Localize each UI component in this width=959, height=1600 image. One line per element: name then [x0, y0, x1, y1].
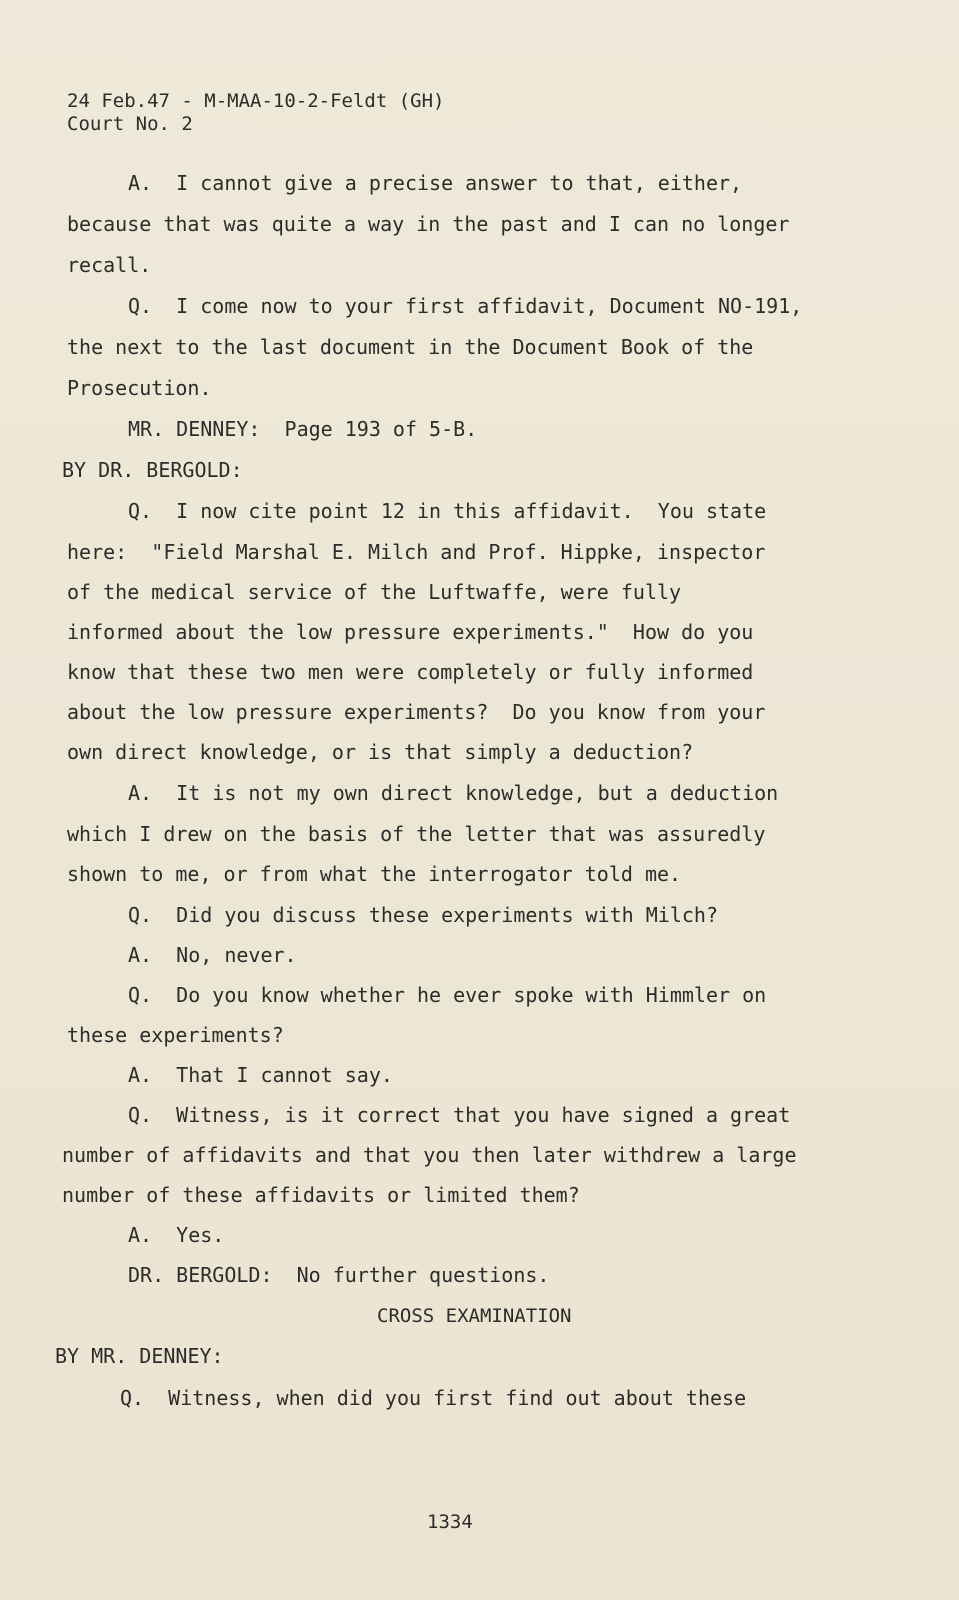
text-line: shown to me, or from what the interrogator told me. [67, 862, 682, 886]
text-line: own direct knowledge, or is that simply a deduction? [67, 740, 694, 764]
header-reference: 24 Feb.47 - M-MAA-10-2-Feldt (GH) [67, 90, 445, 112]
text-line: number of affidavits and that you then later withdrew a large [62, 1143, 797, 1167]
text-line: A. It is not my own direct knowledge, but a deduction [128, 781, 779, 805]
text-line: Q. I now cite point 12 in this affidavit. You state [128, 499, 767, 523]
text-line: Q. I come now to your first affidavit, Document NO-191, [128, 294, 803, 318]
section-label: BY MR. DENNEY: [55, 1344, 224, 1368]
text-line: Q. Witness, when did you first find out about these [120, 1386, 747, 1410]
text-line: these experiments? [67, 1023, 284, 1047]
text-line: because that was quite a way in the past and I can no longer [67, 212, 790, 236]
text-line: informed about the low pressure experiments." How do you [67, 620, 754, 644]
text-line: know that these two men were completely or fully informed [67, 660, 754, 684]
speaker-line: DR. BERGOLD: No further questions. [128, 1263, 550, 1287]
text-line: Q. Did you discuss these experiments with Milch? [128, 903, 719, 927]
page-number: 1334 [427, 1511, 473, 1533]
text-line: Q. Witness, is it correct that you have signed a great [128, 1103, 791, 1127]
text-line: A. Yes. [128, 1223, 225, 1247]
text-line: recall. [67, 253, 152, 277]
speaker-line: MR. DENNEY: Page 193 of 5-B. [128, 417, 478, 441]
text-line: about the low pressure experiments? Do you know from your [67, 700, 766, 724]
text-line: A. I cannot give a precise answer to that, either, [128, 171, 743, 195]
text-line: number of these affidavits or limited them? [62, 1183, 580, 1207]
text-line: Q. Do you know whether he ever spoke with Himmler on [128, 983, 767, 1007]
text-line: A. No, never. [128, 943, 297, 967]
text-line: of the medical service of the Luftwaffe, were fully [67, 580, 682, 604]
section-label: BY DR. BERGOLD: [62, 458, 243, 482]
text-line: A. That I cannot say. [128, 1063, 393, 1087]
section-heading: CROSS EXAMINATION [377, 1305, 572, 1327]
text-line: here: "Field Marshal E. Milch and Prof. Hippke, inspector [67, 540, 766, 564]
header-court: Court No. 2 [67, 113, 193, 135]
text-line: which I drew on the basis of the letter that was assuredly [67, 822, 766, 846]
text-line: Prosecution. [67, 376, 212, 400]
text-line: the next to the last document in the Document Book of the [67, 335, 754, 359]
